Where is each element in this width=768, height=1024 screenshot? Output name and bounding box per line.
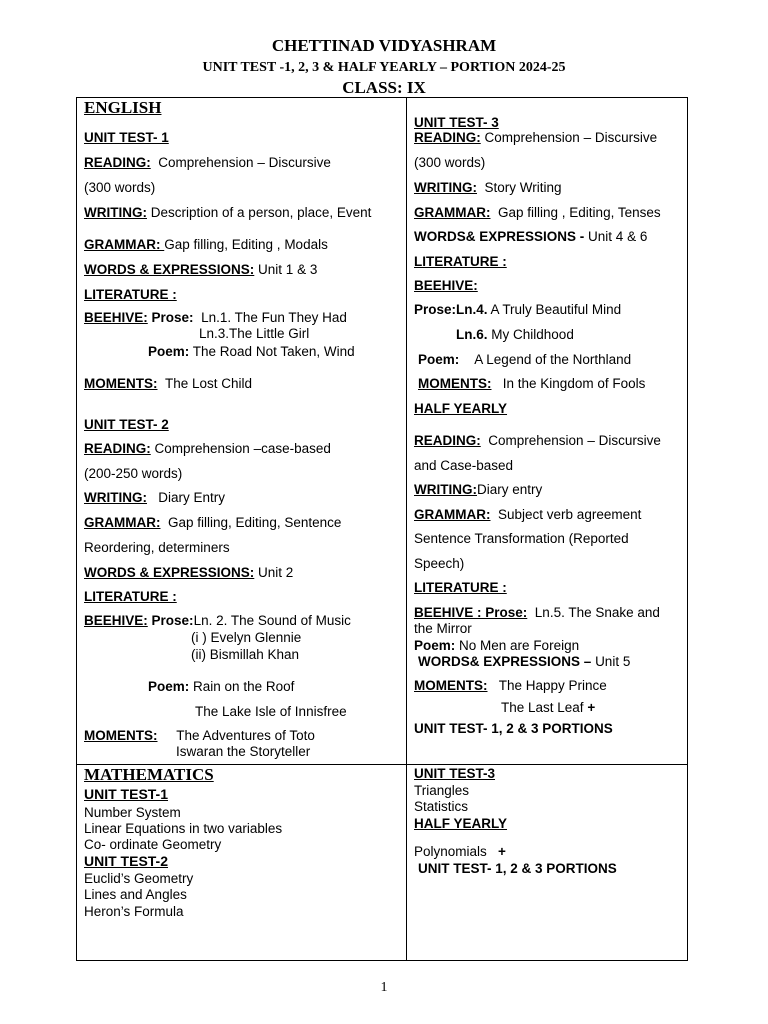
poem-label: Poem: (414, 638, 456, 653)
ut2-beehive (84, 613, 351, 629)
words-label: WORDS & EXPRESSIONS: (84, 565, 255, 580)
maths-hy-heading: HALF YEARLY (414, 816, 508, 831)
hy-reading (414, 433, 661, 449)
reading-label: READING: (414, 433, 481, 448)
grammar-label: GRAMMAR: (414, 205, 491, 220)
beehive-label: BEEHIVE: (84, 310, 148, 325)
moments-value: The Lost Child (165, 376, 253, 391)
words-value: Unit 1 & 3 (258, 262, 318, 277)
hy-moments (414, 678, 607, 694)
moments-value: The Adventures of Toto (176, 728, 315, 743)
hy-topic: Polynomials (414, 844, 487, 859)
maths-ut3-heading: UNIT TEST-3 (414, 766, 496, 781)
reading-value: Comprehension –case-based (154, 441, 331, 456)
ut2-words (84, 565, 293, 581)
ut1-heading: UNIT TEST- 1 (84, 130, 169, 145)
reading-value: Comprehension – Discursive (488, 433, 661, 448)
hy-grammar (414, 507, 641, 523)
hy-writing (414, 482, 542, 498)
ut1-prose-2: Ln.3.The Little Girl (199, 326, 310, 341)
ut2-grammar (84, 515, 341, 531)
prose-item: Ln.1. The Fun They Had (201, 310, 347, 325)
writing-value: Diary Entry (158, 490, 226, 505)
poem-label: Poem: (418, 352, 460, 367)
ut2-literature: LITERATURE : (84, 589, 177, 604)
ut3-reading-words: (300 words) (414, 155, 486, 170)
moments-value: The Happy Prince (498, 678, 607, 693)
ut1-poem (148, 344, 355, 360)
words-label: WORDS& EXPRESSIONS - (414, 229, 585, 244)
school-name: CHETTINAD VIDYASHRAM (271, 36, 497, 55)
ut3-writing (414, 180, 562, 196)
maths-portions: UNIT TEST- 1, 2 & 3 PORTIONS (418, 861, 617, 876)
ut1-literature: LITERATURE : (84, 287, 177, 302)
ut3-prose-2 (456, 327, 574, 343)
poem-value: The Road Not Taken, Wind (192, 344, 355, 359)
words-label: WORDS & EXPRESSIONS: (84, 262, 255, 277)
hy-prose-2: the Mirror (414, 621, 472, 636)
prose-label: Prose: (151, 613, 194, 628)
moments-value: The Last Leaf (501, 700, 584, 715)
grammar-value: Gap filling, Editing , Modals (164, 237, 328, 252)
ut2-moments-2: Iswaran the Storyteller (176, 744, 311, 759)
maths-ut2-item-3: Heron’s Formula (84, 904, 184, 919)
hy-words (418, 654, 630, 670)
hy-poem (414, 638, 579, 654)
reading-value: Comprehension – Discursive (158, 155, 331, 170)
words-value: Unit 4 & 6 (588, 229, 648, 244)
maths-ut1-item-2: Linear Equations in two variables (84, 821, 283, 836)
writing-value: Diary entry (477, 482, 543, 497)
words-value: Unit 5 (595, 654, 631, 669)
ut2-prose-2: (i ) Evelyn Glennie (191, 630, 302, 645)
maths-ut2-item-1: Euclid’s Geometry (84, 871, 194, 886)
ut1-moments (84, 376, 252, 392)
grammar-label: GRAMMAR: (84, 237, 165, 252)
grammar-value: Gap filling , Editing, Tenses (498, 205, 661, 220)
ut2-poem (148, 679, 294, 695)
class-label: CLASS: IX (342, 78, 426, 97)
prose-item: Ln. 2. The Sound of Music (193, 613, 351, 628)
prose-item: Ln.5. The Snake and (534, 605, 660, 620)
words-value: Unit 2 (258, 565, 294, 580)
reading-label: READING: (414, 130, 481, 145)
writing-label: WRITING: (414, 180, 477, 195)
words-label: WORDS& EXPRESSIONS – (418, 654, 592, 669)
ut3-grammar (414, 205, 661, 221)
writing-value: Story Writing (484, 180, 562, 195)
writing-label: WRITING: (414, 482, 477, 497)
maths-ut3-item-1: Triangles (414, 783, 470, 798)
ut3-reading (414, 130, 657, 146)
moments-label: MOMENTS: (414, 678, 488, 693)
ut2-reading-words: (200-250 words) (84, 466, 183, 481)
grammar-value: Subject verb agreement (498, 507, 642, 522)
page-number: 1 (380, 980, 388, 995)
ut2-grammar-2: Reordering, determiners (84, 540, 230, 555)
ut2-reading (84, 441, 331, 457)
poem-value: No Men are Foreign (459, 638, 580, 653)
maths-ut2-heading: UNIT TEST-2 (84, 853, 169, 869)
beehive-label: BEEHIVE: (84, 613, 148, 628)
prose-label: Ln.6. (456, 327, 488, 342)
reading-label: READING: (84, 155, 151, 170)
english-heading: ENGLISH (84, 98, 162, 117)
maths-ut2-item-2: Lines and Angles (84, 887, 187, 902)
hy-heading: HALF YEARLY (414, 401, 508, 416)
ut2-heading: UNIT TEST- 2 (84, 417, 169, 432)
ut1-beehive (84, 310, 347, 326)
grammar-label: GRAMMAR: (414, 507, 491, 522)
prose-label: Prose: (151, 310, 194, 325)
plus-sign: + (587, 700, 596, 715)
plus-sign: + (498, 844, 506, 859)
poem-label: Poem: (148, 679, 190, 694)
moments-label: MOMENTS: (418, 376, 492, 391)
ut1-grammar (84, 237, 328, 253)
ut2-prose-3: (ii) Bismillah Khan (191, 647, 300, 662)
ut2-moments (84, 728, 315, 744)
ut2-poem-2: The Lake Isle of Innisfree (195, 704, 347, 719)
maths-ut1-item-1: Number System (84, 805, 181, 820)
beehive-label: BEEHIVE : Prose: (414, 605, 528, 620)
hy-grammar-2: Sentence Transformation (Reported (414, 531, 629, 546)
poem-value: A Legend of the Northland (474, 352, 632, 367)
prose-item: A Truly Beautiful Mind (490, 302, 622, 317)
hy-reading-2: and Case-based (414, 458, 514, 473)
moments-value: In the Kingdom of Fools (502, 376, 646, 391)
moments-label: MOMENTS: (84, 728, 158, 743)
writing-value: Description of a person, place, Event (150, 205, 372, 220)
maths-ut3-item-2: Statistics (414, 799, 469, 814)
hy-beehive (414, 605, 660, 621)
ut3-moments (418, 376, 645, 392)
hy-literature: LITERATURE : (414, 580, 507, 595)
writing-label: WRITING: (84, 205, 147, 220)
ut3-heading: UNIT TEST- 3 (414, 115, 499, 130)
ut1-writing (84, 205, 371, 221)
ut1-reading (84, 155, 331, 171)
ut3-prose-1 (414, 302, 621, 318)
grammar-value: Gap filling, Editing, Sentence (168, 515, 342, 530)
reading-label: READING: (84, 441, 151, 456)
ut3-words (414, 229, 647, 245)
hy-grammar-3: Speech) (414, 556, 465, 571)
mathematics-heading: MATHEMATICS (84, 765, 214, 784)
ut3-literature: LITERATURE : (414, 254, 507, 269)
maths-ut1-heading: UNIT TEST-1 (84, 786, 169, 802)
ut2-writing (84, 490, 225, 506)
hy-moments-2 (501, 700, 595, 716)
hy-portions: UNIT TEST- 1, 2 & 3 PORTIONS (414, 721, 613, 736)
ut3-beehive: BEEHIVE: (414, 278, 478, 293)
column-divider (406, 97, 407, 961)
moments-label: MOMENTS: (84, 376, 158, 391)
grammar-label: GRAMMAR: (84, 515, 161, 530)
poem-value: Rain on the Roof (193, 679, 295, 694)
writing-label: WRITING: (84, 490, 147, 505)
ut3-poem (418, 352, 631, 368)
reading-value: Comprehension – Discursive (484, 130, 658, 145)
prose-label: Prose:Ln.4. (414, 302, 488, 317)
document-subtitle: UNIT TEST -1, 2, 3 & HALF YEARLY – PORTION 2024-25 (202, 60, 566, 75)
ut1-words (84, 262, 317, 278)
prose-item: My Childhood (491, 327, 574, 342)
ut1-reading-words: (300 words) (84, 180, 156, 195)
poem-label: Poem: (148, 344, 190, 359)
maths-ut1-item-3: Co- ordinate Geometry (84, 837, 222, 852)
maths-hy-item (414, 844, 506, 860)
